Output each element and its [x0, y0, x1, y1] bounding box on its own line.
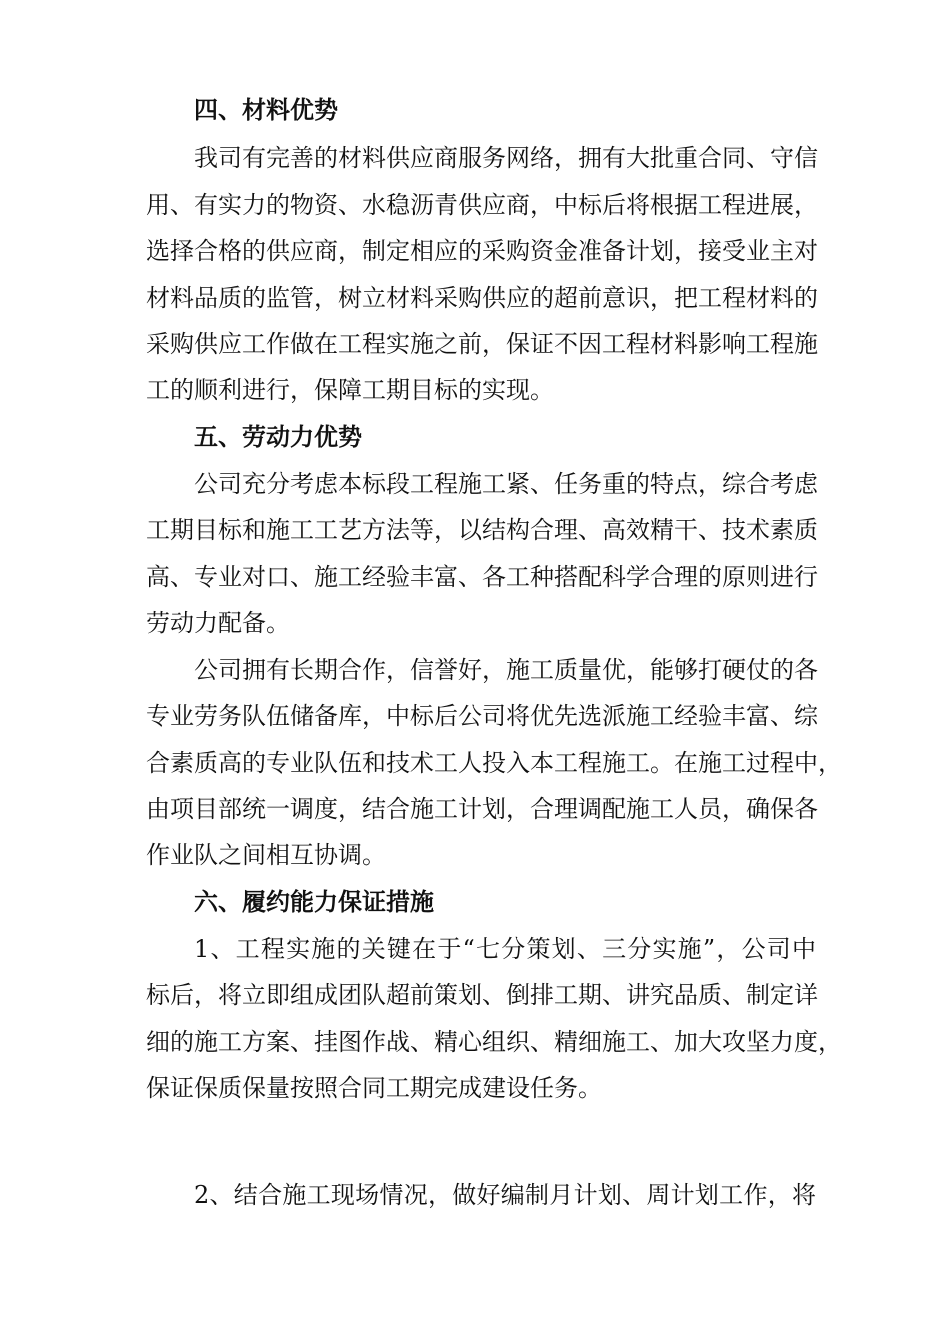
paragraph-line: 合素质高的专业队伍和技术工人投入本工程施工。在施工过程中，	[146, 749, 842, 777]
paragraph-line: 选择合格的供应商，制定相应的采购资金准备计划，接受业主对	[146, 237, 818, 265]
paragraph-line: 公司充分考虑本标段工程施工紧、任务重的特点，综合考虑	[194, 470, 818, 498]
paragraph-line: 用、有实力的物资、水稳沥青供应商，中标后将根据工程进展，	[146, 191, 818, 219]
section-heading-performance: 六、履约能力保证措施	[194, 888, 434, 916]
paragraph-line: 高、专业对口、施工经验丰富、各工种搭配科学合理的原则进行	[146, 563, 818, 591]
paragraph-line: 1、工程实施的关键在于“七分策划、三分实施”，公司中	[194, 935, 816, 963]
section-heading-materials: 四、材料优势	[194, 96, 338, 124]
paragraph-line: 作业队之间相互协调。	[146, 841, 386, 869]
paragraph-line: 保证保质保量按照合同工期完成建设任务。	[146, 1074, 602, 1102]
paragraph-line: 劳动力配备。	[146, 609, 290, 637]
paragraph-line: 由项目部统一调度，结合施工计划，合理调配施工人员，确保各	[146, 795, 818, 823]
paragraph-line: 公司拥有长期合作，信誉好，施工质量优，能够打硬仗的各	[194, 656, 818, 684]
paragraph-line: 工期目标和施工工艺方法等，以结构合理、高效精干、技术素质	[146, 516, 818, 544]
paragraph-line: 细的施工方案、挂图作战、精心组织、精细施工、加大攻坚力度，	[146, 1028, 842, 1056]
paragraph-line: 标后，将立即组成团队超前策划、倒排工期、讲究品质、制定详	[146, 981, 818, 1009]
paragraph-line: 采购供应工作做在工程实施之前，保证不因工程材料影响工程施	[146, 330, 818, 358]
paragraph-line: 工的顺利进行，保障工期目标的实现。	[146, 376, 554, 404]
paragraph-line: 我司有完善的材料供应商服务网络，拥有大批重合同、守信	[194, 144, 818, 172]
section-heading-labor: 五、劳动力优势	[194, 423, 362, 451]
paragraph-line: 材料品质的监管，树立材料采购供应的超前意识，把工程材料的	[146, 284, 818, 312]
paragraph-line: 专业劳务队伍储备库，中标后公司将优先选派施工经验丰富、综	[146, 702, 818, 730]
paragraph-line: 2、结合施工现场情况，做好编制月计划、周计划工作，将	[194, 1181, 816, 1209]
